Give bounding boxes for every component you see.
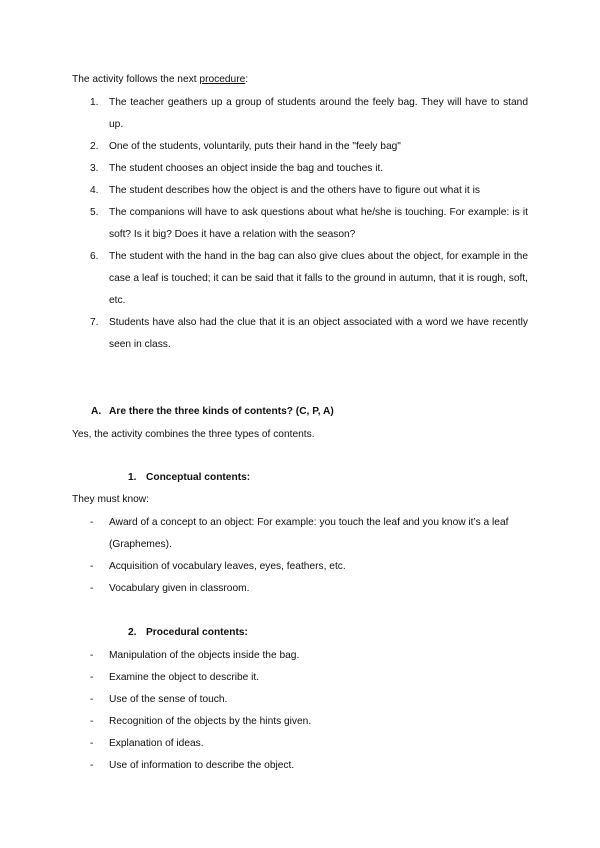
conceptual-heading [128,472,250,483]
step-item [72,246,528,312]
dash-marker: - [90,561,94,572]
list-item-text: Explanation of ideas. [109,738,204,749]
list-item-text: Examine the object to describe it. [109,672,260,683]
step-number: 2. [90,141,99,152]
list-item [72,733,528,755]
list-item-text: Vocabulary given in classroom. [109,583,250,594]
intro-suffix: : [245,74,249,85]
step-text: The companions will have to ask questions about what he/she is touching. For example: is it soft? Is it big? Does it have a relation with the season? [109,207,528,240]
step-text: The teacher geathers up a group of students around the feely bag. They will have to stand up. [109,97,528,130]
step-text: Students have also had the clue that it is an object associated with a word we have recently seen in class. [109,317,528,350]
procedure-steps [72,92,528,356]
dash-marker: - [90,672,94,683]
list-item-text: Award of a concept to an object: For example: you touch the leaf and you know it’s a leaf (Graphemes). [109,517,509,550]
intro-prefix: The activity follows the next [72,74,200,85]
conceptual-lead: They must know: [72,494,149,505]
dash-marker: - [90,517,94,528]
procedure-intro [72,74,248,85]
intro-underlined: procedure [199,74,246,85]
step-number: 4. [90,185,99,196]
dash-marker: - [90,760,94,771]
list-item [72,512,528,556]
step-item [72,92,528,136]
dash-marker: - [90,650,94,661]
procedural-heading [128,627,248,638]
conceptual-number: 1. [128,472,137,483]
step-text: The student with the hand in the bag can also give clues about the object, for example in the case a leaf is touched; it can be said that it falls to the ground in autumn, that it is rough, soft, etc. [109,251,528,306]
list-item-text: Use of the sense of touch. [109,694,228,705]
procedural-number: 2. [128,627,137,638]
section-a-letter: A. [91,406,102,417]
list-item-text: Use of information to describe the object. [109,760,295,771]
conceptual-title: Conceptual contents: [146,472,251,483]
step-number: 6. [90,251,99,262]
list-item [72,556,528,578]
list-item-text: Manipulation of the objects inside the bag. [109,650,300,661]
step-item [72,180,528,202]
step-item [72,158,528,180]
step-number: 1. [90,97,99,108]
step-item [72,312,528,356]
procedural-title: Procedural contents: [146,627,248,638]
conceptual-list [72,512,528,600]
section-a-answer: Yes, the activity combines the three types of contents. [72,429,315,440]
list-item [72,667,528,689]
dash-marker: - [90,583,94,594]
step-number: 7. [90,317,99,328]
list-item-text: Recognition of the objects by the hints given. [109,716,312,727]
dash-marker: - [90,738,94,749]
section-a-title: Are there the three kinds of contents? (C, P, A) [109,406,334,417]
dash-marker: - [90,694,94,705]
list-item [72,689,528,711]
list-item [72,645,528,667]
procedural-list [72,645,528,777]
list-item [72,755,528,777]
step-number: 5. [90,207,99,218]
step-text: One of the students, voluntarily, puts their hand in the "feely bag" [109,141,401,152]
step-item [72,202,528,246]
step-item [72,136,528,158]
list-item-text: Acquisition of vocabulary leaves, eyes, feathers, etc. [109,561,346,572]
section-a-heading [91,406,334,417]
step-text: The student chooses an object inside the bag and touches it. [109,163,384,174]
list-item [72,578,528,600]
step-number: 3. [90,163,99,174]
list-item [72,711,528,733]
step-text: The student describes how the object is and the others have to figure out what it is [109,185,480,196]
dash-marker: - [90,716,94,727]
